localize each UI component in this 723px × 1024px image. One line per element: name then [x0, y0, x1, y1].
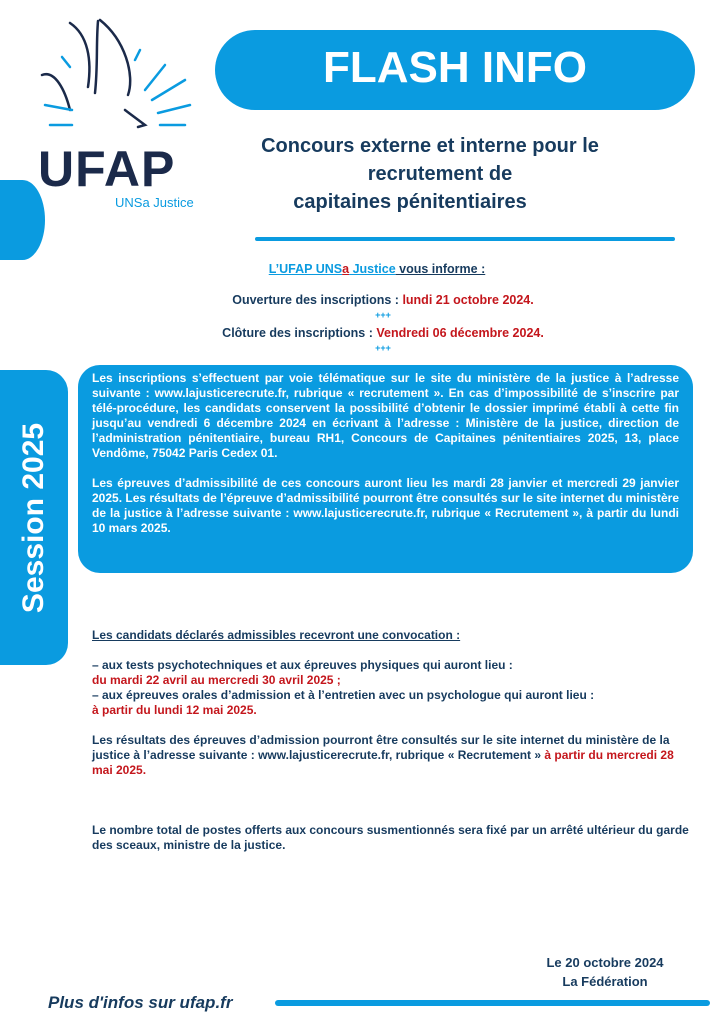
signature	[520, 953, 690, 991]
results-paragraph	[92, 733, 692, 778]
title-line: recrutement de	[367, 163, 513, 185]
admissibilite-paragraph: Les épreuves d’admissibilité de ces concours auront lieu les mardi 28 janvier et mercredi 29 janvier 2025. Les résultats de l’épreuve d’admissibilité pourront être consultés sur le site internet du ministère de la justice à l’adresse suivante : www.lajusticerecrute.fr, rubrique « Recrutement », à partir du lundi 10 mars 2025.	[92, 476, 679, 535]
unsa-justice-text: UNSa Justice	[115, 195, 194, 210]
divider	[255, 237, 675, 241]
ufap-logo-text: UFAP	[38, 141, 176, 197]
page-title	[210, 132, 650, 216]
title-line: capitaines pénitentiaires	[293, 191, 527, 213]
item-oral-date: à partir du lundi 12 mai 2025.	[92, 703, 257, 717]
item-oral: – aux épreuves orales d’admission et à l’entretien avec un psychologue qui auront lieu :	[92, 688, 595, 702]
footer-website-link[interactable]: Plus d'infos sur ufap.fr	[48, 993, 233, 1012]
signature-date: Le 20 octobre 2024	[546, 955, 664, 970]
ouverture-date: lundi 21 octobre 2024.	[402, 293, 534, 307]
footer-divider	[275, 1000, 710, 1006]
convocation-heading: Les candidats déclarés admissibles recevront une convocation :	[92, 628, 461, 642]
title-line: Concours externe et interne pour le	[261, 135, 599, 157]
cloture-line	[100, 326, 666, 340]
cloture-label: Clôture des inscriptions :	[222, 326, 377, 340]
separator: +++	[375, 343, 391, 353]
main-content	[92, 628, 692, 868]
inscriptions-paragraph: Les inscriptions s’effectuent par voie télématique sur le site du ministère de la justice à l’adresse suivante : www.lajusticerecrute.fr, rubrique « recrutement ». En cas d’impossibilité de s’inscrire par télé-procédure, les candidats conservent la possibilité d’obtenir le dossier imprimé établi à cette fin jusqu’au vendredi 6 décembre 2024 en écrivant à l’adresse : Ministère de la justice, direction de l’administration pénitentiaire, bureau RH1, Concours de Capitaines pénitentiaires 2025, 13, place Vendôme, 75042 Paris Cedex 01.	[92, 371, 679, 460]
session-tab	[0, 370, 68, 665]
signature-author: La Fédération	[562, 974, 648, 989]
postes-paragraph: Le nombre total de postes offerts aux concours susmentionnés sera fixé par un arrêté ultérieur du garde des sceaux, ministre de la justice.	[92, 823, 689, 852]
inscriptions-info-box	[78, 365, 693, 573]
separator: +++	[375, 310, 391, 320]
item-tests: – aux tests psychotechniques et aux épreuves physiques qui auront lieu :	[92, 658, 513, 672]
flash-info-banner: FLASH INFO	[215, 30, 695, 110]
ouverture-label: Ouverture des inscriptions :	[232, 293, 403, 307]
ufap-a: a	[342, 262, 350, 276]
ufap-dove-logo-icon	[30, 15, 200, 135]
session-label: Session 2025	[17, 422, 50, 613]
item-tests-date: du mardi 22 avril au mercredi 30 avril 2025 ;	[92, 673, 341, 687]
informe-heading	[100, 262, 654, 276]
cloture-date: Vendredi 06 décembre 2024.	[376, 326, 544, 340]
justice: Justice	[349, 262, 396, 276]
results-date: à partir du mercredi 28 mai 2025.	[92, 748, 674, 777]
ouverture-line	[100, 293, 666, 307]
results-text: Les résultats des épreuves d’admission pourront être consultés sur le site internet du ministère de la justice à l’adresse suivante : www.lajusticerecrute.fr, rubrique « Recrutement »	[92, 733, 670, 762]
vous-informe: vous informe :	[395, 262, 486, 276]
ufap-unsa: L’UFAP UNS	[268, 262, 343, 276]
